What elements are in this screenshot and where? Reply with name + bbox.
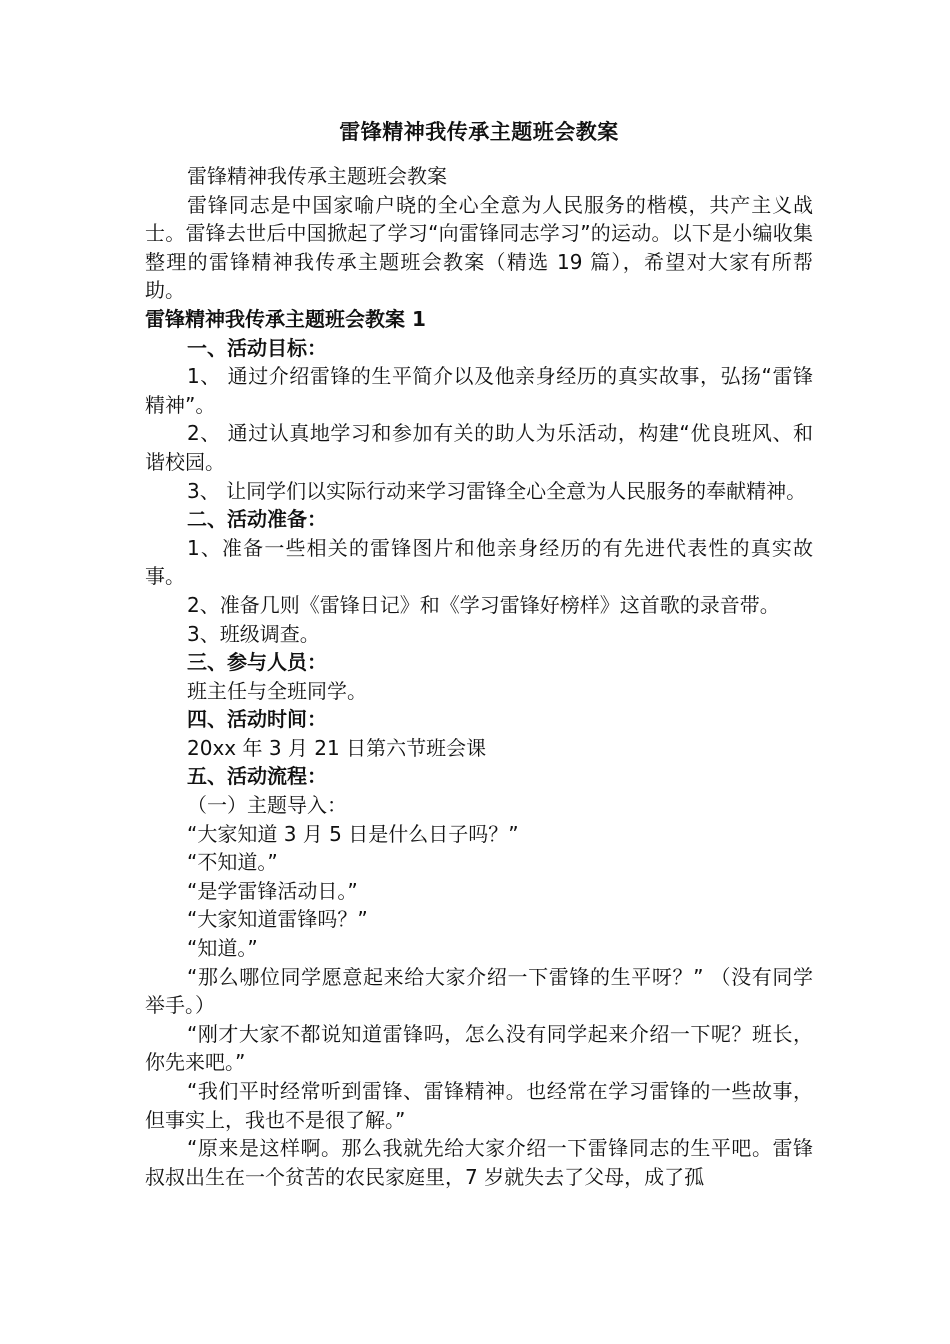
paragraph: 20xx 年 3 月 21 日第六节班会课 (187, 735, 487, 760)
paragraph: “知道。” (187, 936, 258, 961)
paragraph: “那么哪位同学愿意起来给大家介绍一下雷锋的生平呀？” （没有同学举手。） (145, 964, 813, 1018)
paragraph: 3、 让同学们以实际行动来学习雷锋全心全意为人民服务的奉献精神。 (187, 478, 807, 503)
paragraph: 3、班级调查。 (187, 621, 320, 646)
section-heading: 雷锋精神我传承主题班会教案 1 (145, 306, 426, 331)
paragraph: “刚才大家不都说知道雷锋吗，怎么没有同学起来介绍一下呢？班长，你先来吧。” (145, 1021, 813, 1075)
paragraph: 1、 通过介绍雷锋的生平简介以及他亲身经历的真实故事，弘扬“雷锋精神”。 (145, 364, 813, 417)
paragraph: “不知道。” (187, 850, 278, 875)
paragraph: “大家知道雷锋吗？” (187, 907, 368, 932)
section-heading: 五、活动流程： (187, 764, 327, 789)
paragraph: 1、准备一些相关的雷锋图片和他亲身经历的有先进代表性的真实故事。 (145, 535, 813, 589)
section-heading: 四、活动时间： (187, 707, 327, 732)
document-body (145, 162, 813, 1191)
paragraph: 班主任与全班同学。 (187, 678, 367, 703)
paragraph: 2、 通过认真地学习和参加有关的助人为乐活动，构建“优良班风、和谐校园。 (145, 421, 813, 474)
paragraph: “我们平时经常听到雷锋、雷锋精神。也经常在学习雷锋的一些故事，但事实上，我也不是很了解。” (145, 1079, 813, 1132)
paragraph: 雷锋精神我传承主题班会教案 (187, 164, 447, 188)
paragraph: “原来是这样啊。那么我就先给大家介绍一下雷锋同志的生平吧。雷锋叔叔出生在一个贫苦的农民家庭里，7 岁就失去了父母，成了孤 (145, 1136, 813, 1189)
paragraph: 2、准备几则《雷锋日记》和《学习雷锋好榜样》这首歌的录音带。 (187, 592, 780, 617)
section-heading: 三、参与人员： (187, 650, 327, 675)
section-heading: 一、活动目标： (187, 335, 327, 360)
section-heading: 二、活动准备： (187, 507, 327, 532)
paragraph: （一）主题导入： (187, 793, 347, 818)
paragraph: 雷锋同志是中国家喻户晓的全心全意为人民服务的楷模，共产主义战士。雷锋去世后中国掀起了学习“向雷锋同志学习”的运动。以下是小编收集整理的雷锋精神我传承主题班会教案（精选 19 篇），希望对大家有所帮助。 (145, 192, 813, 303)
document-page (145, 112, 813, 1191)
paragraph: “大家知道 3 月 5 日是什么日子吗？” (187, 821, 519, 846)
document-title: 雷锋精神我传承主题班会教案 (339, 120, 619, 144)
paragraph: “是学雷锋活动日。” (187, 878, 358, 903)
